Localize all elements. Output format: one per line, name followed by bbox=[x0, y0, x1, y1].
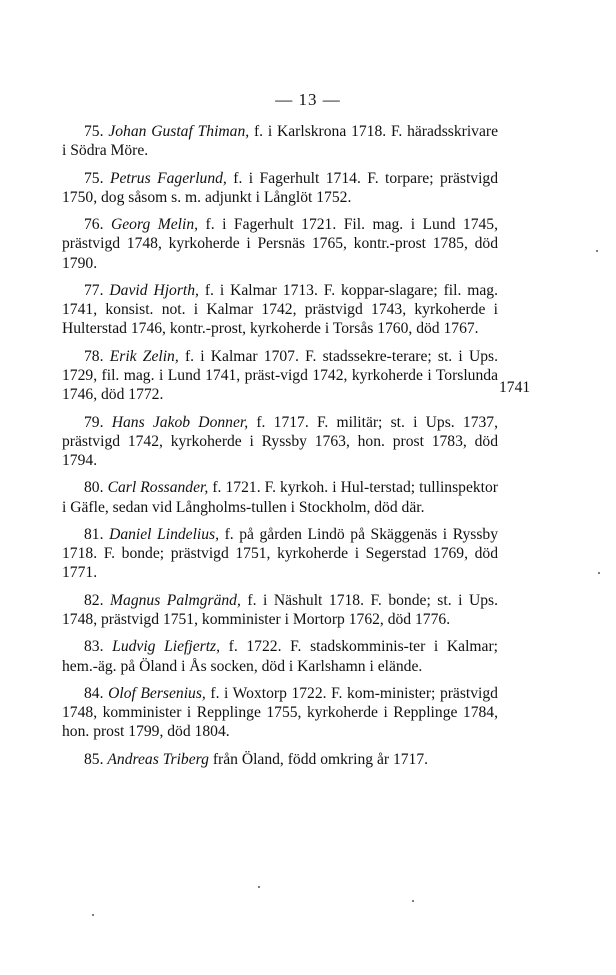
paper-speck bbox=[598, 572, 600, 574]
page-number: — 13 — bbox=[275, 90, 341, 109]
entry-number: 77. bbox=[84, 281, 104, 299]
entry-name: Petrus Fagerlund, bbox=[109, 169, 227, 187]
entry bbox=[62, 591, 498, 629]
entry-number: 75. bbox=[84, 123, 104, 140]
entry-name: Carl Rossander, bbox=[107, 479, 209, 497]
paper-speck bbox=[596, 250, 598, 252]
entry-number: 75. bbox=[84, 169, 104, 187]
entry-name: Hans Jakob Donner, bbox=[111, 413, 249, 431]
paper-speck bbox=[412, 900, 414, 902]
margin-note: 1741 bbox=[499, 379, 531, 396]
entry-text: f. i Näshult 1718. F. bonde; st. i Ups. 1748, prästvigd 1751, komminister i Mortorp 1762, död 1776. bbox=[62, 591, 498, 628]
entry-list bbox=[62, 122, 498, 777]
entry-name: Magnus Palmgränd, bbox=[110, 591, 241, 609]
entry-text: f. i Fagerhult 1721. Fil. mag. i Lund 1745, prästvigd 1748, kyrkoherde i Persnäs 1765, kontr.-prost 1785, död 1790. bbox=[62, 216, 498, 272]
entry-name: Georg Melin, bbox=[111, 216, 199, 234]
entry-text: från Öland, född omkring år 1717. bbox=[208, 750, 429, 768]
entry-text: f. 1721. F. kyrkoh. i Hul-terstad; tullinspektor i Gäfle, sedan vid Långholms-tullen i Stockholm, död där. bbox=[62, 479, 498, 516]
entry-text: f. 1717. F. militär; st. i Ups. 1737, prästvigd 1742, kyrkoherde i Ryssby 1763, hon. prost 1783, död 1794. bbox=[62, 413, 498, 469]
entry-name: Daniel Lindelius, bbox=[109, 525, 220, 543]
entry-number: 80. bbox=[84, 479, 104, 497]
entry bbox=[62, 122, 498, 160]
paper-speck bbox=[92, 914, 94, 916]
entry bbox=[62, 478, 498, 516]
entry bbox=[62, 750, 498, 769]
entry-name: Olof Bersenius, bbox=[108, 684, 206, 702]
entry-number: 82. bbox=[84, 591, 104, 609]
entry-number: 76. bbox=[84, 216, 104, 234]
paper-speck bbox=[258, 886, 260, 888]
entry bbox=[62, 347, 498, 405]
entry bbox=[62, 281, 498, 339]
entry-name: Erik Zelin, bbox=[109, 347, 179, 365]
entry bbox=[62, 637, 498, 675]
entry-name: Andreas Triberg bbox=[107, 750, 209, 768]
entry-text: f. i Fagerhult 1714. F. torpare; prästvigd 1750, dog såsom s. m. adjunkt i Långlöt 1752. bbox=[62, 169, 499, 206]
entry-number: 78. bbox=[84, 347, 104, 365]
entry-number: 83. bbox=[84, 638, 104, 656]
entry-text: f. i Kalmar 1707. F. stadssekre-terare; st. i Ups. 1729, fil. mag. i Lund 1741, präst-vigd 1742, kyrkoherde i Torslunda 1746, död 1772. bbox=[62, 347, 498, 404]
entry-number: 79. bbox=[84, 413, 104, 431]
entry-text: f. i Woxtorp 1722. F. kom-minister; prästvigd 1748, komminister i Repplinge 1755, kyrkoherde i Repplinge 1784, hon. prost 1799, död 1804. bbox=[62, 684, 498, 741]
entry-text: f. 1722. F. stadskomminis-ter i Kalmar; hem.-äg. på Öland i Ås socken, död i Karlshamn i elände. bbox=[62, 638, 498, 675]
entry-name: David Hjorth, bbox=[109, 281, 199, 299]
entry-number: 85. bbox=[84, 750, 104, 768]
entry-text: f. på gården Lindö på Skäggenäs i Ryssby 1718. F. bonde; prästvigd 1751, kyrkoherde i Segerstad 1769, död 1771. bbox=[62, 525, 498, 582]
entry bbox=[62, 169, 498, 207]
entry bbox=[62, 413, 498, 471]
entry bbox=[62, 684, 498, 742]
entry-name: Ludvig Liefjertz, bbox=[112, 638, 220, 656]
entry bbox=[62, 525, 498, 583]
entry-text: f. i Kalmar 1713. F. koppar-slagare; fil. mag. 1741, konsist. not. i Kalmar 1742, prästvigd 1743, kyrkoherde i Hulterstad 1746, kontr.-prost, kyrkoherde i Torsås 1760, död 1767. bbox=[62, 281, 498, 338]
entry bbox=[62, 215, 498, 273]
entry-name: Johan Gustaf Thiman, bbox=[108, 123, 250, 140]
entry-number: 84. bbox=[84, 684, 104, 702]
entry-text: f. i Karlskrona 1718. F. häradsskrivare i Södra Möre. bbox=[62, 123, 498, 160]
entry-number: 81. bbox=[84, 525, 104, 543]
